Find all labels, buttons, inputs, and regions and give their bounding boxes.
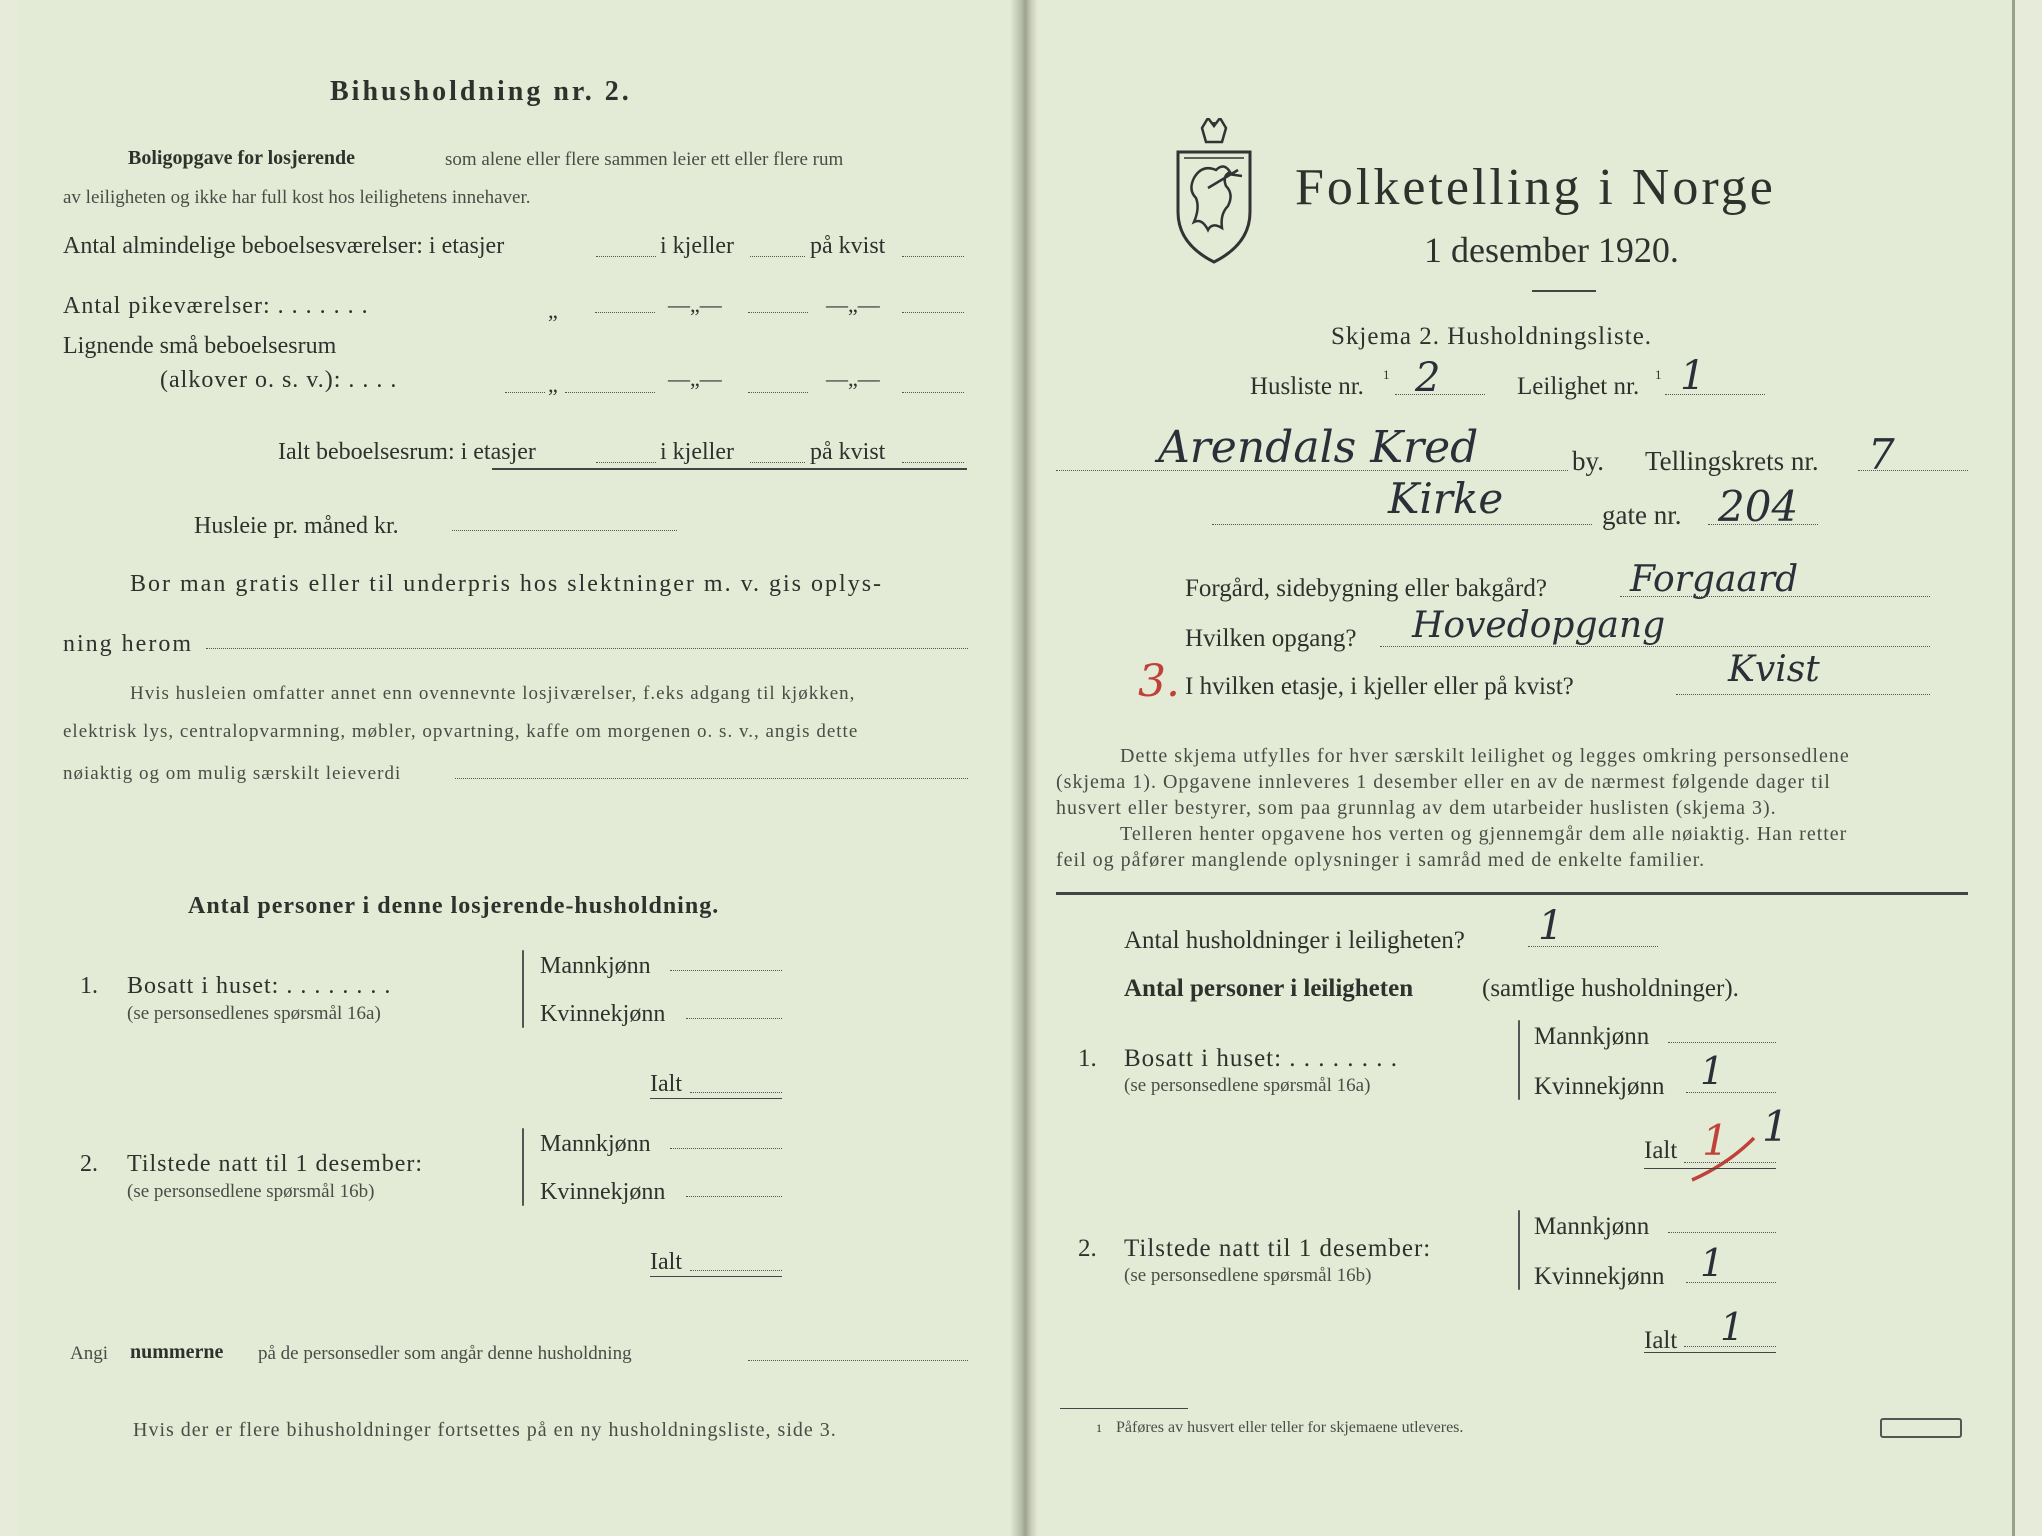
right-q1-male-label: Mannkjønn [1534, 1023, 1650, 1050]
left-q1-male-line [670, 970, 782, 971]
gate-label: gate nr. [1602, 500, 1682, 530]
right-q2-number: 2. [1078, 1235, 1097, 1262]
gate-nr-line [1708, 524, 1818, 525]
numbers-bold: nummerne [130, 1341, 224, 1363]
norway-coat-of-arms-icon [1172, 118, 1256, 264]
left-q2-label: Tilstede natt til 1 desember: [127, 1151, 424, 1177]
left-q2-number: 2. [80, 1151, 98, 1177]
info-line-5: feil og påfører manglende oplysninger i samråd med de enkelte familier. [1056, 849, 1706, 871]
forgard-line [1620, 596, 1930, 597]
right-q2-male-label: Mannkjønn [1534, 1213, 1650, 1240]
left-q1-female-line [686, 1018, 782, 1019]
opgang-line [1380, 646, 1930, 647]
small-rooms-line-1 [565, 392, 655, 393]
leilighet-value: 1 [1680, 353, 1706, 399]
right-q1-total-line [1684, 1162, 1776, 1163]
right-q2-total-value: 1 [1720, 1305, 1745, 1349]
rent-line [452, 530, 677, 531]
left-q2-brace [522, 1128, 524, 1206]
pike-line-1 [595, 312, 655, 313]
free-text-2: ning herom [63, 631, 193, 657]
note-2: elektrisk lys, centralopvarmning, møbler, opvartning, kaffe om morgenen o. s. v., angis dette [63, 721, 859, 742]
husliste-line [1395, 394, 1485, 395]
small-rooms-ditto: „ [548, 372, 558, 397]
total-kvist-label: på kvist [810, 439, 886, 465]
pike-dash-ditto-2: —„— [826, 292, 880, 317]
right-q2-brace [1518, 1210, 1520, 1290]
schema-label: Skjema 2. Husholdningsliste. [1331, 323, 1653, 350]
free-line [206, 648, 968, 649]
numbers-rest: på de personsedler som angår denne husholdning [258, 1343, 632, 1364]
husliste-value: 2 [1415, 355, 1441, 401]
rooms-kvist-label: på kvist [810, 233, 886, 259]
right-q1-total-label: Ialt [1644, 1137, 1678, 1164]
small-rooms-dash-ditto-1: —„— [668, 366, 722, 391]
gate-nr-value: 204 [1718, 482, 1799, 531]
footnote-mark: 1 [1096, 1421, 1102, 1435]
pike-label: Antal pikeværelser: . . . . . . . [63, 293, 369, 319]
page-fold [1010, 0, 1038, 1536]
right-persons-bold: Antal personer i leiligheten [1124, 975, 1414, 1002]
left-q1-total-underline [650, 1098, 782, 1099]
info-line-4: Telleren henter opgavene hos verten og gjennemgår dem alle nøiaktig. Han retter [1120, 823, 1848, 845]
footnote-rule [1060, 1408, 1188, 1409]
right-q1-number: 1. [1078, 1045, 1097, 1072]
left-q1-brace [522, 950, 524, 1028]
left-q1-total-label: Ialt [650, 1071, 682, 1097]
rooms-kjeller-label: i kjeller [660, 233, 734, 259]
info-line-2: (skjema 1). Opgavene innleveres 1 desember eller en av de nærmest følgende dager til [1056, 771, 1831, 793]
main-title: Folketelling i Norge [1295, 159, 1776, 216]
etasje-value: Kvist [1728, 649, 1820, 690]
left-q1-total-line [690, 1092, 782, 1093]
total-kjeller-line [750, 462, 805, 463]
tellingskrets-line [1858, 470, 1968, 471]
small-rooms-dash-ditto-2: —„— [826, 366, 880, 391]
left-q2-total-line [690, 1270, 782, 1271]
leilighet-footnote-mark: 1 [1655, 367, 1662, 382]
census-date: 1 desember 1920. [1424, 230, 1679, 270]
gate-line [1212, 524, 1592, 525]
left-q1-female-label: Kvinnekjønn [540, 1001, 666, 1027]
left-q2-female-label: Kvinnekjønn [540, 1179, 666, 1205]
etasje-line [1676, 694, 1930, 695]
left-q2-male-label: Mannkjønn [540, 1131, 651, 1157]
intro-rest: som alene eller flere sammen leier ett eller flere rum [445, 149, 844, 170]
right-q2-sub: (se personsedlene spørsmål 16b) [1124, 1265, 1372, 1286]
small-rooms-line-0 [505, 392, 545, 393]
left-q2-male-line [670, 1148, 782, 1149]
right-q2-female-value: 1 [1700, 1241, 1725, 1285]
intro-bold: Boligopgave for losjerende [128, 147, 356, 169]
leilighet-line [1665, 394, 1765, 395]
households-value: 1 [1538, 903, 1564, 949]
numbers-line [748, 1360, 968, 1361]
tellingskrets-label: Tellingskrets nr. [1645, 446, 1819, 476]
note-1: Hvis husleien omfatter annet enn ovennevnte losjiværelser, f.eks adgang til kjøkken, [130, 683, 856, 704]
bihusholdning-title: Bihusholdning nr. 2. [330, 76, 632, 107]
right-q1-female-value: 1 [1700, 1049, 1725, 1093]
by-value: Arendals Kred [1158, 422, 1479, 473]
right-q1-male-line [1668, 1042, 1776, 1043]
pike-line-2 [748, 312, 808, 313]
info-line-3: husvert eller bestyrer, som paa grunnlag av dem utarbeider huslisten (skjema 3). [1056, 797, 1777, 819]
info-divider [1056, 892, 1968, 895]
left-q2-total-label: Ialt [650, 1249, 682, 1275]
total-rooms-label: Ialt beboelsesrum: i etasjer [278, 439, 536, 465]
total-underline [492, 468, 967, 470]
etasje-label: I hvilken etasje, i kjeller eller på kvist? [1185, 673, 1574, 700]
left-q2-female-line [686, 1196, 782, 1197]
left-q2-sub: (se personsedlene spørsmål 16b) [127, 1181, 375, 1202]
total-kvist-line [902, 462, 964, 463]
gate-value: Kirke [1388, 474, 1504, 523]
rent-label: Husleie pr. måned kr. [194, 513, 399, 539]
right-q2-female-line [1686, 1282, 1776, 1283]
right-q2-female-label: Kvinnekjønn [1534, 1263, 1665, 1290]
printer-stamp [1880, 1418, 1962, 1438]
right-q1-total-red: 1 [1702, 1116, 1729, 1165]
households-label: Antal husholdninger i leiligheten? [1124, 927, 1465, 954]
forgard-label: Forgård, sidebygning eller bakgård? [1185, 575, 1547, 602]
pike-line-3 [902, 312, 964, 313]
small-rooms-line-2 [748, 392, 808, 393]
footnote-text: Påføres av husvert eller teller for skjemaene utleveres. [1116, 1419, 1464, 1436]
right-q1-total-underline [1644, 1168, 1776, 1169]
right-q2-male-line [1668, 1232, 1776, 1233]
right-persons-rest: (samtlige husholdninger). [1482, 975, 1739, 1002]
households-line [1528, 946, 1658, 947]
right-q1-brace [1518, 1020, 1520, 1100]
small-rooms-label-1: Lignende små beboelsesrum [63, 333, 337, 359]
right-q2-label: Tilstede natt til 1 desember: [1124, 1235, 1432, 1262]
pike-dash-ditto-1: —„— [668, 292, 722, 317]
note-3: nøiaktig og om mulig særskilt leieverdi [63, 763, 402, 784]
small-rooms-label-2: (alkover o. s. v.): . . . . [160, 367, 398, 393]
husliste-label: Husliste nr. [1250, 373, 1364, 400]
right-q1-female-line [1686, 1092, 1776, 1093]
note-line [455, 778, 968, 779]
left-q1-male-label: Mannkjønn [540, 953, 651, 979]
left-persons-heading: Antal personer i denne losjerende-husholdning. [188, 893, 720, 919]
by-label: by. [1572, 446, 1604, 476]
numbers-pre: Angi [70, 1343, 108, 1364]
right-q2-total-label: Ialt [1644, 1327, 1678, 1354]
forgard-value: Forgaard [1630, 559, 1799, 600]
info-line-1: Dette skjema utfylles for hver særskilt leilighet og legges omkring personsedlene [1120, 745, 1850, 767]
left-q1-label: Bosatt i huset: . . . . . . . . [127, 973, 392, 999]
intro-line-2: av leiligheten og ikke har full kost hos leilighetens innehaver. [63, 187, 531, 208]
left-q1-sub: (se personsedlenes spørsmål 16a) [127, 1003, 381, 1024]
by-line [1056, 470, 1568, 471]
tellingskrets-value: 7 [1868, 430, 1895, 479]
right-q1-total-value: 1 [1762, 1102, 1789, 1151]
left-q2-total-underline [650, 1276, 782, 1277]
rooms-label: Antal almindelige beboelsesværelser: i etasjer [63, 233, 505, 259]
right-q1-label: Bosatt i huset: . . . . . . . . [1124, 1045, 1399, 1072]
opgang-value: Hovedopgang [1412, 605, 1666, 646]
rooms-kjeller-line [750, 256, 805, 257]
right-q2-total-underline [1644, 1352, 1776, 1353]
leilighet-label: Leilighet nr. [1517, 373, 1640, 400]
left-q1-number: 1. [80, 973, 98, 999]
title-rule [1532, 290, 1596, 292]
rooms-etasjer-line [596, 256, 656, 257]
right-q1-female-label: Kvinnekjønn [1534, 1073, 1665, 1100]
total-kjeller-label: i kjeller [660, 439, 734, 465]
husliste-footnote-mark: 1 [1383, 367, 1390, 382]
right-q1-sub: (se personsedlene spørsmål 16a) [1124, 1075, 1371, 1096]
rooms-kvist-line [902, 256, 964, 257]
free-text-1: Bor man gratis eller til underpris hos slektninger m. v. gis oplys- [130, 571, 884, 597]
total-etasjer-line [596, 462, 656, 463]
right-q2-total-line [1684, 1346, 1776, 1347]
left-footer: Hvis der er flere bihusholdninger fortsettes på en ny husholdningsliste, side 3. [133, 1419, 837, 1441]
opgang-label: Hvilken opgang? [1185, 625, 1357, 652]
pike-ditto: „ [548, 298, 558, 323]
small-rooms-line-3 [902, 392, 964, 393]
etasje-red-mark: 3. [1138, 656, 1180, 707]
